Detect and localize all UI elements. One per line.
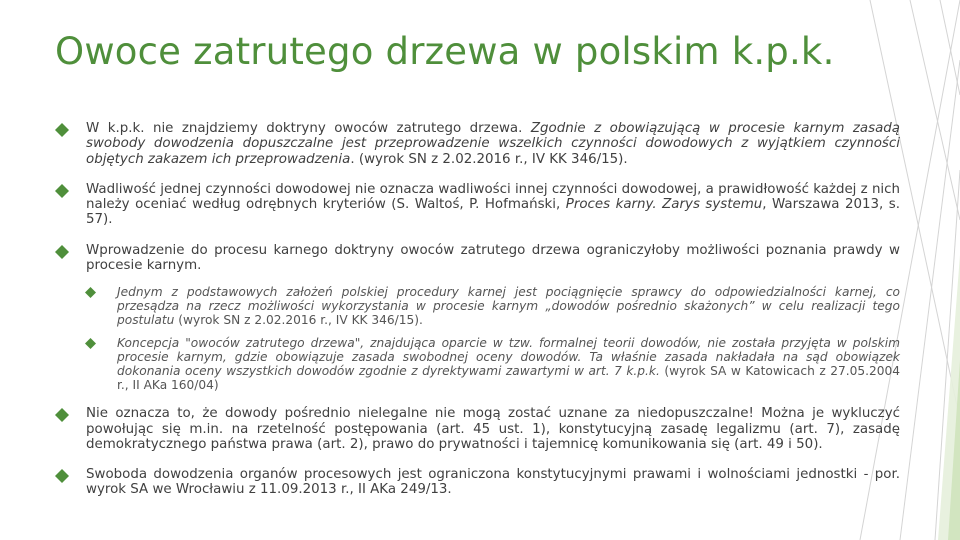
bullet-item <box>55 182 900 228</box>
sub-bullet-text: Jednym z podstawowych założeń polskiej procedury karnej jest pociągnięcie sprawcy do odpowiedzialności karnej, co przesądza na rzecz możliwości wykorzystania w procesie karnym „dowodów pośrednio skażonych” w celu realizacji tego postulatu <box>117 285 900 327</box>
bullet-item <box>55 243 900 274</box>
diamond-bullet-icon <box>85 287 96 298</box>
diamond-bullet-icon <box>55 469 69 483</box>
bullet-item <box>55 467 900 498</box>
sub-bullet-item <box>85 286 900 327</box>
bullet-citation: , Warszawa 2013, s. 57). <box>86 197 900 228</box>
sub-bullet-citation: (wyrok SA w Katowicach z 27.05.2004 r., II AKa 160/04) <box>117 363 901 392</box>
sub-bullet-item <box>85 337 900 392</box>
bullet-italic-text: Zgodnie z obowiązującą w procesie karnym zasadą swobody dowodzenia dopuszczalne jest przeprowadzenie wszelkich czynności dowodowych z wyjątkiem czynności objętych zakazem ich przeprowadzenia <box>86 121 900 167</box>
book-title: Proces karny. Zarys systemu <box>565 197 763 213</box>
sub-bullet-text: Koncepcja "owoców zatrutego drzewa", znajdująca oparcie w tzw. formalnej teorii dowodów, nie została przyjęta w polskim procesie karnym, gdzie obowiązuje zasada swobodnej oceny dowodów. Ta właśnie zasada nakładała na sąd obowiązek dokonania oceny wszystkich dowodów zgodnie z dyrektywami zawartymi w art. 7 k.p.k. <box>117 336 900 378</box>
diamond-bullet-icon <box>55 245 69 259</box>
bullet-item <box>55 406 900 452</box>
diamond-bullet-icon <box>55 184 69 198</box>
diamond-bullet-icon <box>55 408 69 422</box>
bullet-citation: . (wyrok SN z 2.02.2016 r., IV KK 346/15). <box>350 151 628 167</box>
bullet-text: Nie oznacza to, że dowody pośrednio nielegalne nie mogą zostać uznane za niedopuszczalne! Można je wykluczyć powołując się m.in. na rzetelność postępowania (art. 45 ust. 1), konstytucyjną zasadę legalizmu (art. 7), zasadę demokratycznego państwa prawa (art. 2), prawo do prywatności i tajemnicę komunikowania się (art. 49 i 50). <box>86 406 900 452</box>
bullet-text: W k.p.k. nie znajdziemy doktryny owoców zatrutego drzewa. <box>86 121 531 136</box>
slide-content <box>55 121 900 498</box>
bullet-text: Wprowadzenie do procesu karnego doktryny owoców zatrutego drzewa ograniczyłoby możliwości poznania prawdy w procesie karnym. <box>86 242 900 274</box>
bullet-text: Wadliwość jednej czynności dowodowej nie oznacza wadliwości innej czynności dowodowej, a prawidłowość każdej z nich należy oceniać według odrębnych kryteriów (S. Waltoś, P. Hofmański, <box>86 181 901 213</box>
diamond-bullet-icon <box>85 338 96 349</box>
bullet-text: Swoboda dowodzenia organów procesowych jest ograniczona konstytucyjnymi prawami i wolnościami jednostki - por. wyrok SA we Wrocławiu z 11.09.2013 r., II AKa 249/13. <box>86 467 900 498</box>
sub-bullet-citation: (wyrok SN z 2.02.2016 r., IV KK 346/15). <box>178 312 423 327</box>
diamond-bullet-icon <box>55 123 69 137</box>
bullet-item <box>55 121 900 167</box>
slide-title: Owoce zatrutego drzewa w polskim k.p.k. <box>55 30 835 73</box>
